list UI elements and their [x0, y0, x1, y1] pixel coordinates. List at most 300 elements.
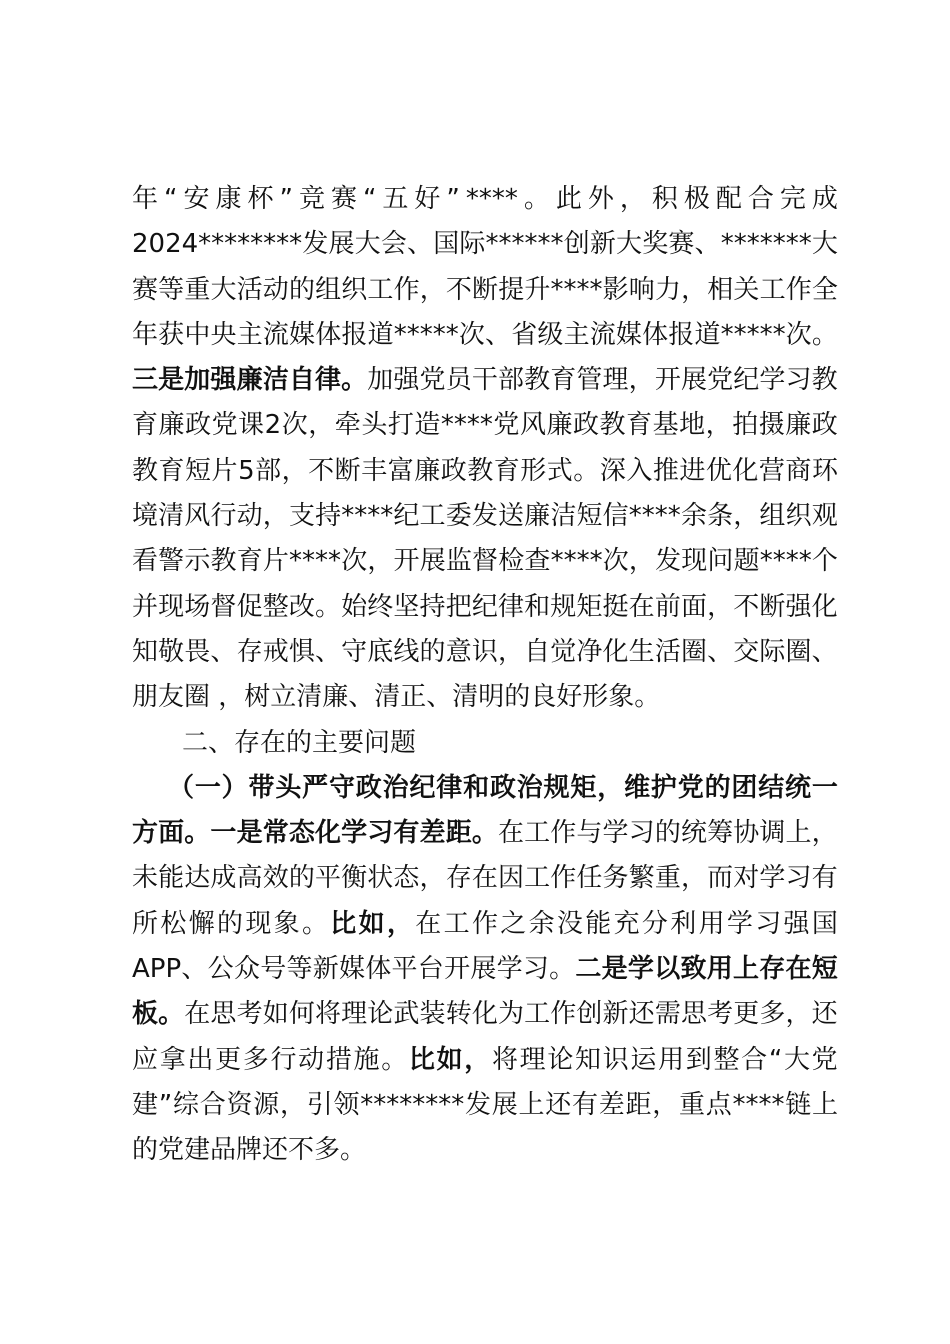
text-char: 源	[253, 1089, 280, 1120]
text-char: 武	[393, 999, 420, 1030]
text-char: 整	[262, 591, 289, 622]
text-char: 推	[652, 455, 679, 486]
text-char: 化	[602, 636, 629, 667]
text-char: 党	[811, 1044, 838, 1075]
text-char: 个	[811, 546, 838, 577]
text-char: 好	[414, 184, 441, 214]
text-char: 态	[288, 818, 315, 849]
text-char: 规	[550, 591, 577, 622]
text-char: ****	[289, 546, 342, 577]
text-char: 纪	[471, 591, 498, 622]
text-char: 统	[785, 772, 812, 803]
text-line	[132, 675, 838, 720]
text-char: 上	[785, 818, 812, 849]
text-char: 识	[602, 1044, 629, 1075]
text-char: 地	[679, 410, 706, 441]
text-char: 力	[654, 274, 681, 305]
text-char: 知	[575, 1044, 602, 1075]
text-char: 是	[236, 818, 263, 849]
text-char: 党	[419, 365, 446, 396]
text-char: 习	[628, 818, 655, 849]
text-char: 如	[358, 908, 385, 939]
text-line	[132, 630, 838, 675]
text-char: 综	[172, 1089, 199, 1120]
text-char: 次	[281, 410, 308, 441]
text-char: 化	[471, 999, 498, 1030]
text-char: 有	[571, 1089, 598, 1120]
text-char: 习	[755, 908, 782, 939]
text-char: 守	[328, 772, 355, 803]
text-char: “	[362, 184, 377, 214]
text-char: 赛	[132, 274, 159, 305]
text-char: 习	[785, 365, 812, 396]
text-char: 环	[811, 455, 838, 486]
text-line	[132, 721, 838, 766]
text-char: 年	[132, 184, 159, 214]
text-char: 监	[445, 546, 472, 577]
text-char: 学	[726, 908, 753, 939]
text-char: ，	[279, 1089, 306, 1120]
text-char: 。	[184, 818, 211, 849]
text-segment: 的党建品牌还不多。	[132, 1135, 367, 1166]
text-char: 觉	[550, 636, 577, 667]
text-char: 对	[733, 863, 760, 894]
text-char: 入	[626, 455, 653, 486]
text-char: 纪	[409, 772, 436, 803]
text-char: 成	[210, 863, 237, 894]
text-char: 存	[445, 863, 472, 894]
text-char: 次	[341, 546, 368, 577]
text-char: 清	[158, 501, 185, 532]
text-char: 相	[707, 274, 734, 305]
text-char: ，	[386, 908, 413, 939]
text-char: 、	[694, 229, 721, 260]
text-char: ****	[628, 501, 681, 532]
text-char: 学	[759, 863, 786, 894]
text-char: ******	[485, 229, 564, 260]
text-char: 、	[314, 636, 341, 667]
text-char: 2	[264, 410, 282, 441]
text-char: 廉	[524, 501, 551, 532]
text-char: 动	[298, 1044, 325, 1075]
text-char: ****	[759, 546, 812, 577]
text-char: ”	[158, 1089, 173, 1120]
text-char: 主	[236, 319, 263, 350]
text-char: 净	[576, 636, 603, 667]
text-char: 考	[236, 999, 263, 1030]
text-char: 矩	[576, 591, 603, 622]
text-char: “	[768, 1044, 783, 1075]
text-char: 工	[524, 999, 551, 1030]
text-char: 工	[419, 501, 446, 532]
text-char: 工	[443, 908, 470, 939]
text-char: ，	[705, 410, 732, 441]
text-char: ****	[550, 546, 603, 577]
text-char: 比	[330, 908, 357, 939]
text-char: 不	[733, 591, 760, 622]
text-char: 面	[158, 818, 185, 849]
text-char: 头	[361, 410, 388, 441]
text-char: ，	[811, 818, 838, 849]
text-char: 现	[158, 591, 185, 622]
text-char: 台	[417, 954, 444, 985]
text-char: 促	[236, 591, 263, 622]
text-char: 致	[680, 954, 707, 985]
text-char: 还	[545, 1089, 572, 1120]
text-char: 政	[573, 410, 600, 441]
text-char: 作	[550, 863, 577, 894]
text-char: 警	[158, 546, 185, 577]
text-char: 二	[575, 954, 602, 985]
text-char: 作	[550, 818, 577, 849]
text-char: 育	[158, 455, 185, 486]
text-char: 提	[498, 274, 525, 305]
text-char: 获	[158, 319, 185, 350]
text-char: 务	[602, 863, 629, 894]
text-char: 。	[523, 184, 550, 214]
text-char: 新	[312, 954, 339, 985]
text-char: *****	[720, 319, 786, 350]
text-char: 作	[471, 908, 498, 939]
text-char: ，	[464, 1044, 491, 1075]
text-char: 育	[626, 410, 653, 441]
text-char: 出	[187, 1044, 214, 1075]
text-char: 合	[199, 1089, 226, 1120]
text-char: 学	[627, 954, 654, 985]
text-char: 干	[471, 365, 498, 396]
text-char: 更	[733, 999, 760, 1030]
text-char: 支	[288, 501, 315, 532]
text-char: 敬	[158, 636, 185, 667]
text-char: 级	[537, 319, 564, 350]
text-char: 奖	[642, 229, 669, 260]
text-char: 在	[184, 999, 211, 1030]
text-char: 全	[811, 274, 838, 305]
text-char: ，	[619, 184, 646, 214]
text-char: 教	[811, 365, 838, 396]
text-char: 断	[759, 591, 786, 622]
text-char: 线	[393, 636, 420, 667]
text-char: 主	[563, 319, 590, 350]
text-char: 整	[713, 1044, 740, 1075]
text-char: 工	[524, 863, 551, 894]
text-char: 态	[393, 863, 420, 894]
text-char: 衡	[341, 863, 368, 894]
text-char: 律	[436, 772, 463, 803]
text-char: 化	[811, 591, 838, 622]
text-char: 部	[497, 365, 524, 396]
text-char: 体	[365, 954, 392, 985]
text-line	[132, 1128, 838, 1173]
text-char: 境	[132, 501, 159, 532]
text-char: 思	[680, 999, 707, 1030]
text-char: 任	[576, 863, 603, 894]
text-char: 生	[628, 636, 655, 667]
text-char: 送	[498, 501, 525, 532]
text-char: 、	[210, 636, 237, 667]
text-char: 、	[485, 319, 512, 350]
text-char: 教	[132, 455, 159, 486]
text-char: 观	[811, 501, 838, 532]
text-char: 展	[328, 229, 355, 260]
text-char: 强	[210, 365, 237, 396]
text-char: 加	[184, 365, 211, 396]
text-char: 存	[759, 954, 786, 985]
text-char: 纪	[393, 501, 420, 532]
text-char: 识	[471, 636, 498, 667]
text-char: 新	[602, 999, 629, 1030]
text-char: 带	[248, 772, 275, 803]
text-char: 短	[576, 501, 603, 532]
text-char: 央	[210, 319, 237, 350]
text-char: 方	[132, 818, 159, 849]
text-char: ，	[785, 999, 812, 1030]
text-char: 富	[387, 455, 414, 486]
text-char: （	[168, 772, 195, 803]
text-char: 与	[576, 818, 603, 849]
text-char: 如	[436, 1044, 463, 1075]
text-char: 运	[630, 1044, 657, 1075]
text-char: 常	[262, 818, 289, 849]
text-char: 所	[132, 908, 159, 939]
text-char: 营	[758, 455, 785, 486]
text-char: 短	[185, 455, 212, 486]
text-char: 合	[741, 1044, 768, 1075]
text-char: 还	[811, 999, 838, 1030]
text-char: ****	[550, 274, 603, 305]
text-char: 行	[270, 1044, 297, 1075]
text-char: 平	[391, 954, 418, 985]
text-char: 廉	[236, 365, 263, 396]
text-char: “	[164, 184, 178, 214]
text-char: 在	[497, 818, 524, 849]
text-char: ）	[221, 772, 248, 803]
text-char: 丰	[361, 455, 388, 486]
text-char: 上	[518, 1089, 545, 1120]
text-line	[132, 1038, 838, 1083]
text-char: 在	[415, 908, 442, 939]
text-char: 中	[184, 319, 211, 350]
text-char: ，	[733, 501, 760, 532]
text-char: ，	[497, 636, 524, 667]
text-char: 开	[654, 365, 681, 396]
text-char: 际	[459, 229, 486, 260]
text-char: 条	[707, 501, 734, 532]
text-char: 护	[650, 772, 677, 803]
text-char: 不	[445, 274, 472, 305]
text-char: ，	[281, 455, 308, 486]
text-char: 筹	[707, 818, 734, 849]
text-char: 以	[654, 954, 681, 985]
text-char: 次	[785, 319, 812, 350]
text-char: 一	[210, 818, 237, 849]
text-char: 拿	[159, 1044, 186, 1075]
text-char: 。	[811, 319, 838, 350]
text-char: 现	[245, 908, 272, 939]
text-char: 。	[314, 591, 341, 622]
text-char: 、	[407, 229, 434, 260]
text-char: 场	[184, 591, 211, 622]
text-char: 断	[334, 455, 361, 486]
text-char: 挺	[602, 591, 629, 622]
text-char: 织	[785, 501, 812, 532]
text-char: 报	[668, 319, 695, 350]
text-char: 能	[158, 863, 185, 894]
text-char: 化	[732, 455, 759, 486]
text-char: 头	[275, 772, 302, 803]
text-char: 学	[341, 818, 368, 849]
text-char: 洁	[262, 365, 289, 396]
text-char: 距	[445, 818, 472, 849]
text-char: 资	[226, 1089, 253, 1120]
text-char: 五	[382, 184, 409, 214]
text-char: 面	[680, 591, 707, 622]
text-char: 现	[681, 546, 708, 577]
text-char: 上	[732, 954, 759, 985]
text-char: 平	[314, 863, 341, 894]
text-char: 余	[528, 908, 555, 939]
text-char: 片	[262, 546, 289, 577]
text-char: 还	[628, 999, 655, 1030]
text-char: 和	[524, 591, 551, 622]
text-char: 重	[678, 1089, 705, 1120]
text-char: 在	[471, 863, 498, 894]
text-char: 建	[132, 1089, 159, 1120]
text-char: 差	[598, 1089, 625, 1120]
text-char: ，	[680, 863, 707, 894]
text-char: 检	[498, 546, 525, 577]
text-char: 达	[184, 863, 211, 894]
text-char: 等	[158, 274, 185, 305]
text-char: 号	[260, 954, 287, 985]
text-char: 大	[210, 274, 237, 305]
text-char: 领	[333, 1089, 360, 1120]
text-char: 比	[408, 1044, 435, 1075]
text-char: 。	[158, 999, 185, 1030]
text-char: 戒	[262, 636, 289, 667]
text-char: 持	[419, 591, 446, 622]
text-char: 大	[811, 229, 838, 260]
text-char: 进	[679, 455, 706, 486]
text-char: 板	[132, 999, 159, 1030]
text-char: 教	[599, 410, 626, 441]
text-char: 发	[655, 546, 682, 577]
text-char: 用	[706, 954, 733, 985]
text-line	[132, 1083, 838, 1128]
text-char: 造	[414, 410, 441, 441]
text-char: 成	[811, 184, 838, 214]
text-char: 会	[380, 229, 407, 260]
text-char: 作	[550, 999, 577, 1030]
text-char: ，	[707, 591, 734, 622]
text-char: 安	[183, 184, 210, 214]
text-char: 学	[759, 365, 786, 396]
text-char: ，	[628, 365, 655, 396]
text-char: 洁	[550, 501, 577, 532]
text-char: 。	[549, 954, 576, 985]
text-char: 学	[496, 954, 523, 985]
text-char: 部	[255, 455, 282, 486]
text-char: 康	[215, 184, 242, 214]
text-char: 为	[497, 999, 524, 1030]
text-char: 理	[341, 999, 368, 1030]
text-char: 分	[641, 908, 668, 939]
text-char: 响	[628, 274, 655, 305]
text-char: 创	[576, 999, 603, 1030]
text-char: 统	[680, 818, 707, 849]
text-char: 重	[184, 274, 211, 305]
text-char: 断	[472, 274, 499, 305]
text-char: 将	[491, 1044, 518, 1075]
text-char: 应	[132, 1044, 159, 1075]
text-char: 。	[381, 1044, 408, 1075]
text-char: 大	[783, 1044, 810, 1075]
text-char: 拍	[732, 410, 759, 441]
text-char: 管	[576, 365, 603, 396]
text-char: 理	[519, 1044, 546, 1075]
text-char: 问	[707, 546, 734, 577]
text-char: 展	[470, 954, 497, 985]
text-char: 何	[288, 999, 315, 1030]
text-char: 2024********	[132, 229, 303, 260]
text-char: 理	[602, 365, 629, 396]
text-line	[132, 177, 838, 222]
text-char: 将	[314, 999, 341, 1030]
text-char: 片	[211, 455, 238, 486]
text-char: 影	[602, 274, 629, 305]
text-char: 政	[811, 410, 838, 441]
text-char: 律	[314, 365, 341, 396]
text-char: 意	[445, 636, 472, 667]
text-char: 之	[500, 908, 527, 939]
text-line	[132, 268, 838, 313]
text-char: 短	[811, 954, 838, 985]
text-char: 圈	[785, 636, 812, 667]
text-char: 动	[262, 274, 289, 305]
text-char: APP	[132, 954, 182, 985]
text-char: *******	[720, 229, 812, 260]
text-char: 结	[758, 772, 785, 803]
text-char: ，	[597, 772, 624, 803]
text-char: 廉	[158, 410, 185, 441]
text-char: 信	[602, 501, 629, 532]
text-char: 新	[589, 229, 616, 260]
text-char: ********	[360, 1089, 465, 1120]
text-char: 论	[367, 999, 394, 1030]
text-char: 矩	[570, 772, 597, 803]
text-char: 前	[654, 591, 681, 622]
text-char: 严	[302, 772, 329, 803]
text-char: 党	[677, 772, 704, 803]
text-char: 余	[680, 501, 707, 532]
text-char: 的	[654, 818, 681, 849]
text-char: 媒	[615, 319, 642, 350]
text-char: 教	[467, 455, 494, 486]
text-char: 三	[132, 365, 159, 396]
text-char: 示	[184, 546, 211, 577]
text-line	[132, 358, 838, 403]
text-char: 育	[132, 410, 159, 441]
text-char: 政	[489, 772, 516, 803]
text-line	[132, 585, 838, 630]
text-char: 极	[683, 184, 710, 214]
text-char: 行	[210, 501, 237, 532]
text-segment: 朋友圈 ，树立清廉、清正、清明的良好形象。	[132, 682, 661, 713]
text-char: 规	[543, 772, 570, 803]
text-char: 配	[715, 184, 742, 214]
text-char: 一	[811, 772, 838, 803]
text-char: 赛	[330, 184, 357, 214]
